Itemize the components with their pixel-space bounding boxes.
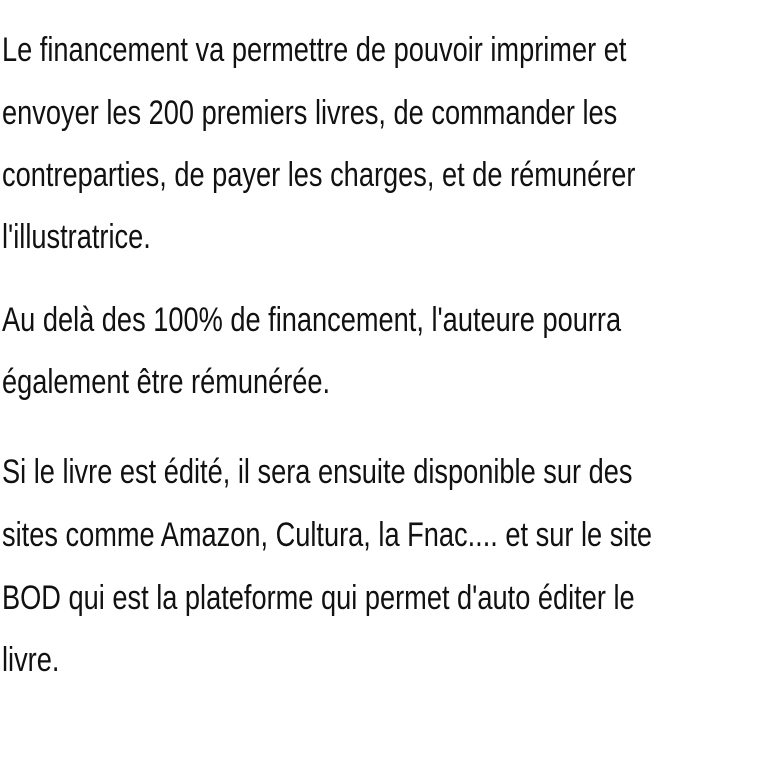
text-line: sites comme Amazon, Cultura, la Fnac.... et sur le site	[2, 516, 653, 554]
text-line: Au delà des 100% de financement, l'auteure pourra	[2, 301, 622, 339]
text-line: également être rémunérée.	[2, 363, 331, 401]
text-line: Si le livre est édité, il sera ensuite disponible sur des	[2, 453, 633, 491]
text-line: l'illustratrice.	[2, 218, 151, 256]
text-line: contreparties, de payer les charges, et de rémunérer	[2, 156, 636, 194]
text-line: Le financement va permettre de pouvoir imprimer et	[2, 31, 627, 69]
text-line: livre.	[2, 641, 60, 679]
text-line: envoyer les 200 premiers livres, de commander les	[2, 94, 618, 132]
text-line: BOD qui est la plateforme qui permet d'auto éditer le	[2, 579, 635, 617]
